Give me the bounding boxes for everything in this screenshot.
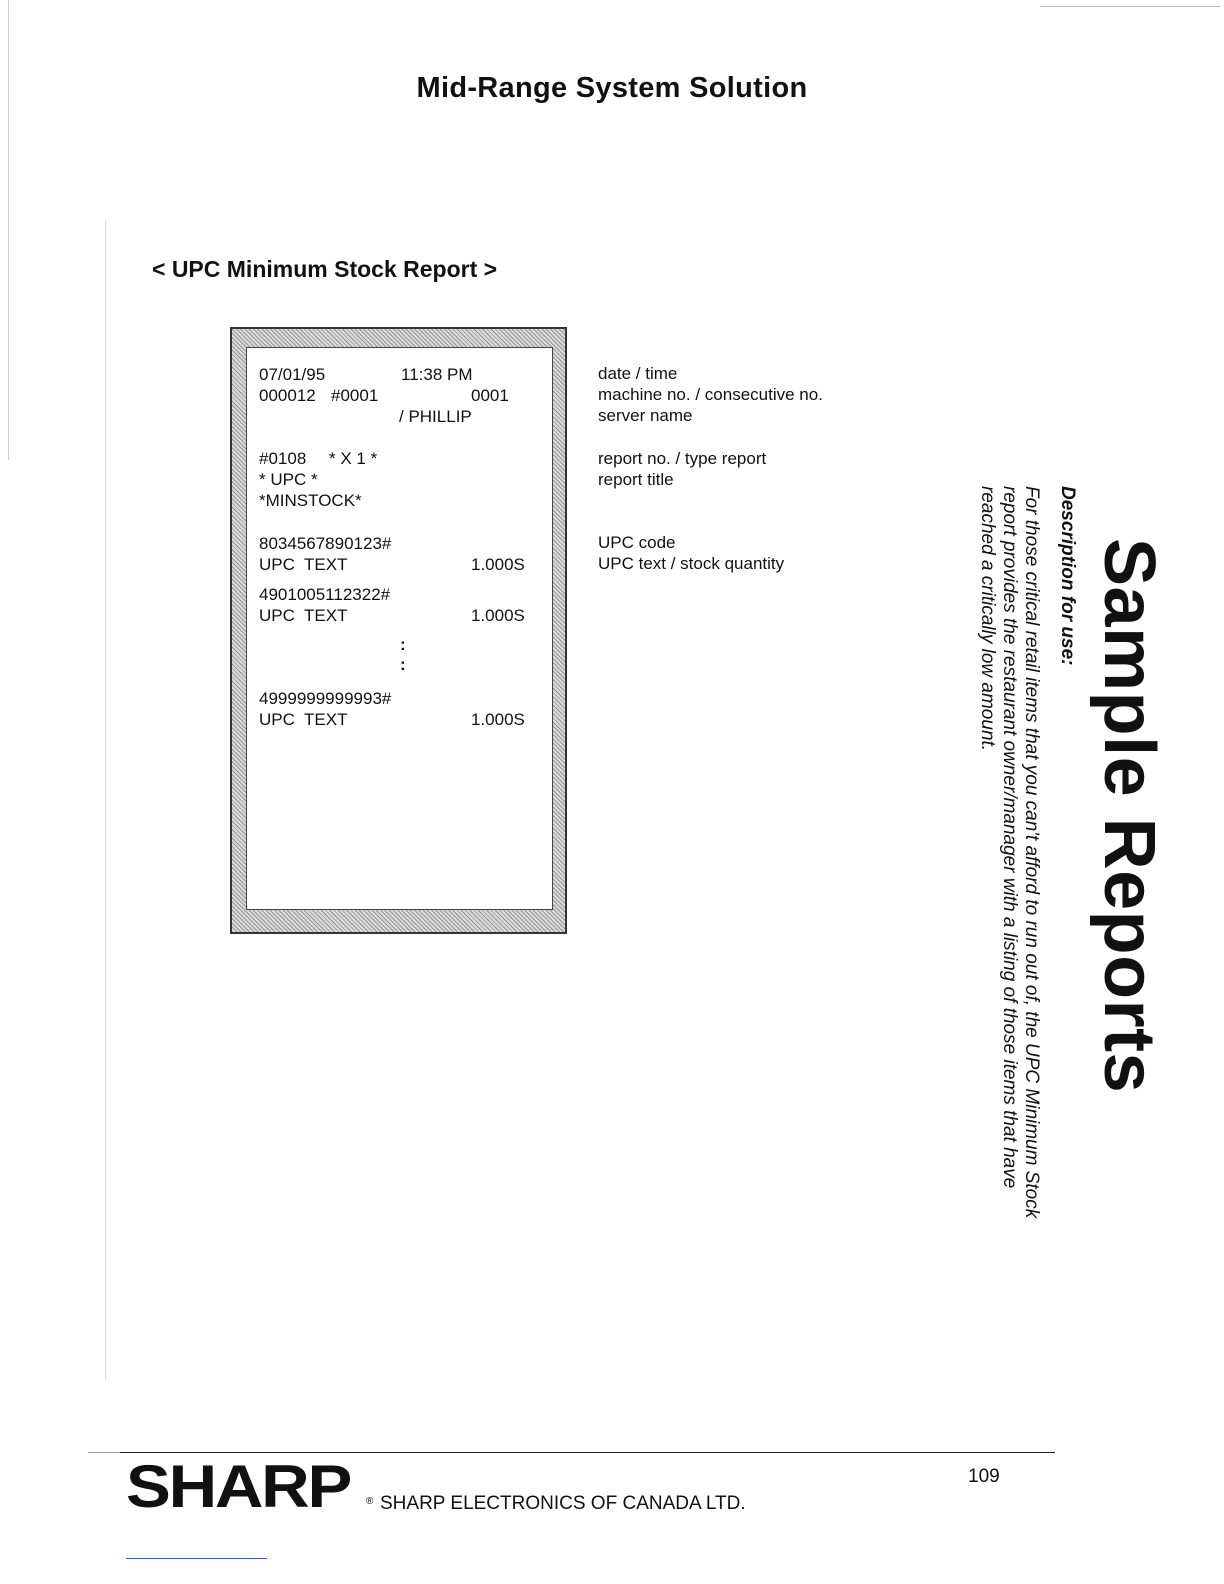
receipt-frame bbox=[230, 327, 567, 934]
annotation-upc-code: UPC code bbox=[598, 533, 676, 552]
description-line: report provides the restaurant owner/manager with a listing of those items that have bbox=[999, 486, 1020, 1189]
receipt-server-code: 0001 bbox=[471, 386, 509, 405]
annotation-date-time: date / time bbox=[598, 364, 678, 383]
receipt-time: 11:38 PM bbox=[401, 365, 473, 384]
description-line: For those critical retail items that you can't afford to run out of, the UPC Minimum Stock bbox=[1021, 486, 1042, 1219]
scan-line bbox=[126, 1558, 267, 1559]
receipt-upc-text: UPC TEXT bbox=[259, 710, 348, 729]
receipt-paper bbox=[246, 347, 553, 910]
receipt-stock-qty: 1.000S bbox=[471, 606, 525, 625]
receipt-server-name: / PHILLIP bbox=[399, 407, 472, 426]
receipt-consecutive-no: #0001 bbox=[331, 386, 379, 405]
margin-line bbox=[105, 220, 106, 1380]
description-line: reached a critically low amount. bbox=[977, 486, 998, 752]
receipt-type-report: * X 1 * bbox=[329, 449, 378, 468]
description-title: Description for use: bbox=[1057, 486, 1078, 666]
receipt-upc-code: 4999999999993# bbox=[259, 689, 392, 708]
page-number: 109 bbox=[968, 1466, 1000, 1487]
receipt-report-no: #0108 bbox=[259, 449, 307, 468]
section-title: Sample Reports bbox=[1089, 538, 1169, 1094]
report-heading: < UPC Minimum Stock Report > bbox=[152, 256, 498, 282]
annotation-machine: machine no. / consecutive no. bbox=[598, 385, 823, 404]
receipt-machine-no: 000012 bbox=[259, 386, 316, 405]
company-name: SHARP ELECTRONICS OF CANADA LTD. bbox=[380, 1493, 746, 1514]
receipt-upc-code: 8034567890123# bbox=[259, 534, 392, 553]
receipt-upc-text: UPC TEXT bbox=[259, 606, 348, 625]
page-title: Mid-Range System Solution bbox=[416, 72, 808, 104]
annotation-server: server name bbox=[598, 406, 693, 425]
annotation-report-no: report no. / type report bbox=[598, 449, 767, 468]
registered-mark: ® bbox=[366, 1496, 374, 1507]
receipt-report-title: *MINSTOCK* bbox=[259, 491, 362, 510]
top-rule bbox=[1040, 6, 1220, 7]
receipt-upc-text: UPC TEXT bbox=[259, 555, 348, 574]
receipt-report-title: * UPC * bbox=[259, 470, 318, 489]
receipt-stock-qty: 1.000S bbox=[471, 555, 525, 574]
annotation-report-title: report title bbox=[598, 470, 674, 489]
sharp-logo: SHARP bbox=[126, 1453, 351, 1520]
receipt-upc-code: 4901005112322# bbox=[259, 585, 391, 604]
margin-line bbox=[8, 0, 9, 460]
receipt-date: 07/01/95 bbox=[259, 365, 326, 384]
receipt-ellipsis: : bbox=[400, 655, 406, 674]
receipt-ellipsis: : bbox=[400, 635, 406, 654]
receipt-stock-qty: 1.000S bbox=[471, 710, 525, 729]
annotation-upc-text: UPC text / stock quantity bbox=[598, 554, 785, 573]
